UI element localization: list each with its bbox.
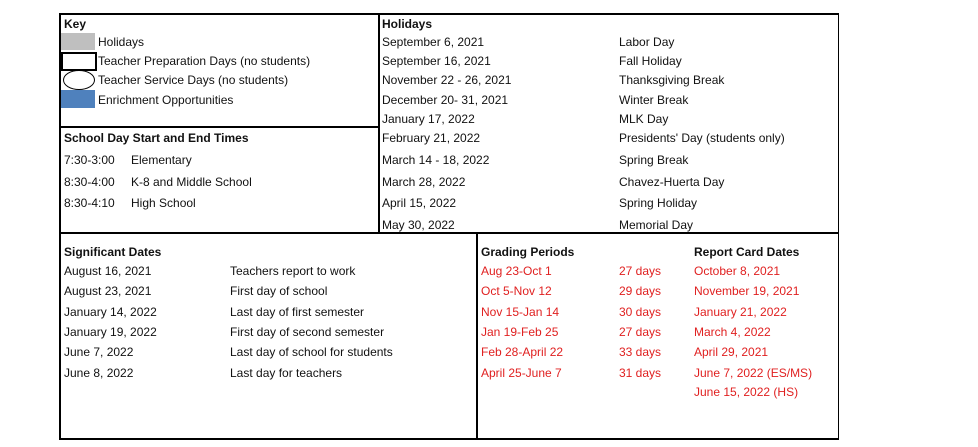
grading-days: 30 days — [619, 305, 662, 319]
grading-days: 29 days — [619, 284, 662, 298]
significant-event: Teachers report to work — [230, 264, 356, 278]
holiday-name: Thanksgiving Break — [619, 73, 725, 87]
report-card-date: March 4, 2022 — [694, 325, 771, 339]
grading-period: Feb 28-April 22 — [481, 345, 564, 359]
holiday-name: Memorial Day — [619, 218, 694, 232]
significant-date: August 23, 2021 — [64, 284, 152, 298]
divider-key-holidays — [378, 13, 380, 232]
significant-event: First day of second semester — [230, 325, 385, 339]
enrichment-swatch — [61, 90, 95, 108]
school-day-school: Elementary — [131, 153, 192, 167]
report-card-title: Report Card Dates — [694, 245, 800, 259]
holiday-name: Spring Break — [619, 153, 689, 167]
holiday-date: April 15, 2022 — [382, 196, 457, 210]
report-card-date: October 8, 2021 — [694, 264, 781, 278]
grading-days: 27 days — [619, 325, 662, 339]
holidays-title: Holidays — [382, 17, 433, 31]
grading-period: April 25-June 7 — [481, 366, 562, 380]
key-item-holidays: Holidays — [98, 35, 145, 49]
key-item-teacher-service: Teacher Service Days (no students) — [98, 73, 289, 87]
school-day-time: 7:30-3:00 — [64, 153, 115, 167]
significant-date: June 8, 2022 — [64, 366, 134, 380]
key-item-enrichment: Enrichment Opportunities — [98, 93, 234, 107]
holiday-name: Spring Holiday — [619, 196, 698, 210]
holiday-name: Winter Break — [619, 93, 689, 107]
significant-event: Last day of first semester — [230, 305, 365, 319]
significant-event: First day of school — [230, 284, 328, 298]
grading-period: Jan 19-Feb 25 — [481, 325, 559, 339]
significant-date: August 16, 2021 — [64, 264, 152, 278]
holiday-date: December 20- 31, 2021 — [382, 93, 509, 107]
holiday-date: February 21, 2022 — [382, 131, 481, 145]
holiday-name: MLK Day — [619, 112, 669, 126]
grading-period: Oct 5-Nov 12 — [481, 284, 552, 298]
holiday-date: May 30, 2022 — [382, 218, 455, 232]
significant-dates-title: Significant Dates — [64, 245, 162, 259]
holiday-date: January 17, 2022 — [382, 112, 475, 126]
holiday-date: March 28, 2022 — [382, 175, 466, 189]
significant-date: June 7, 2022 — [64, 345, 134, 359]
holiday-name: Presidents' Day (students only) — [619, 131, 785, 145]
grading-period: Aug 23-Oct 1 — [481, 264, 552, 278]
school-day-time: 8:30-4:00 — [64, 175, 115, 189]
significant-event: Last day of school for students — [230, 345, 393, 359]
key-title: Key — [64, 17, 87, 31]
holiday-date: September 16, 2021 — [382, 54, 491, 68]
report-card-date: April 29, 2021 — [694, 345, 769, 359]
significant-event: Last day for teachers — [230, 366, 343, 380]
report-card-date-hs: June 15, 2022 (HS) — [694, 385, 799, 399]
holiday-date: November 22 - 26, 2021 — [382, 73, 512, 87]
holiday-name: Labor Day — [619, 35, 675, 49]
significant-date: January 14, 2022 — [64, 305, 157, 319]
report-card-date: November 19, 2021 — [694, 284, 800, 298]
key-item-teacher-prep: Teacher Preparation Days (no students) — [98, 54, 311, 68]
grading-period: Nov 15-Jan 14 — [481, 305, 560, 319]
school-day-title: School Day Start and End Times — [64, 131, 249, 145]
divider-top-bottom — [59, 232, 839, 234]
holiday-name: Chavez-Huerta Day — [619, 175, 725, 189]
divider-key-schoolday — [59, 126, 379, 128]
report-card-date: June 7, 2022 (ES/MS) — [694, 366, 813, 380]
grading-days: 33 days — [619, 345, 662, 359]
holiday-date: March 14 - 18, 2022 — [382, 153, 490, 167]
teacher-prep-swatch — [61, 52, 97, 71]
holiday-name: Fall Holiday — [619, 54, 682, 68]
significant-date: January 19, 2022 — [64, 325, 157, 339]
report-card-date: January 21, 2022 — [694, 305, 787, 319]
school-day-time: 8:30-4:10 — [64, 196, 115, 210]
grading-days: 31 days — [619, 366, 662, 380]
holiday-date: September 6, 2021 — [382, 35, 485, 49]
school-day-school: High School — [131, 196, 196, 210]
divider-sigdates-grading — [476, 232, 478, 440]
grading-periods-title: Grading Periods — [481, 245, 575, 259]
teacher-service-swatch — [63, 70, 95, 90]
holiday-swatch — [61, 33, 95, 50]
grading-days: 27 days — [619, 264, 662, 278]
school-day-school: K-8 and Middle School — [131, 175, 252, 189]
